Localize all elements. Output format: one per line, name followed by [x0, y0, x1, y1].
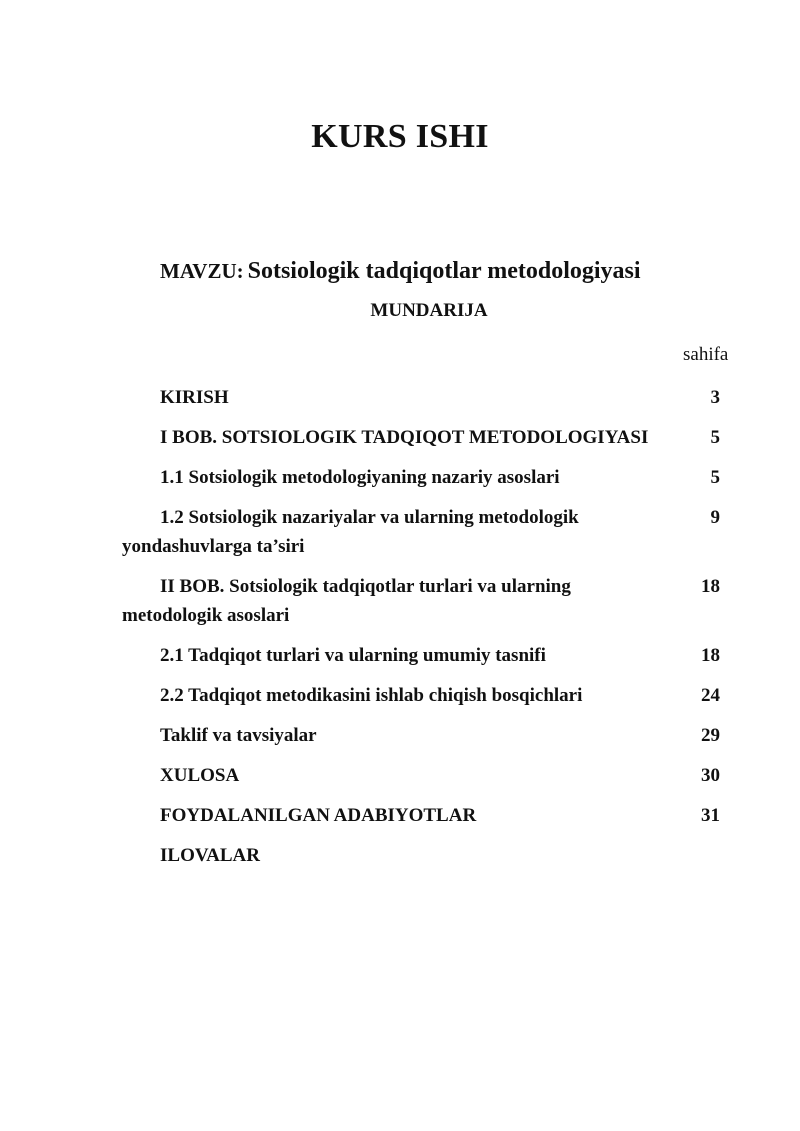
toc-entry-page: 3	[710, 387, 720, 408]
toc-entry-section-1-1	[122, 463, 742, 492]
toc-entry-section-1-2	[122, 503, 742, 561]
toc-entry-text: FOYDALANILGAN ADABIYOTLAR	[160, 805, 477, 826]
toc-entry-page: 24	[701, 685, 720, 706]
toc-entry-page: 5	[710, 467, 720, 488]
toc-entry-section-2-1	[122, 641, 742, 670]
table-of-contents	[122, 383, 742, 881]
toc-entry-page: 18	[701, 645, 720, 666]
toc-entry-appendices	[122, 841, 742, 870]
toc-entry-chapter-1	[122, 423, 742, 452]
toc-entry-text: 2.2 Tadqiqot metodikasini ishlab chiqish bosqichlari	[160, 685, 583, 706]
toc-entry-text: I BOB. SOTSIOLOGIK TADQIQOT METODOLOGIYASI	[160, 427, 649, 448]
toc-entry-page: 31	[701, 805, 720, 826]
page-column-label: sahifa	[683, 344, 729, 365]
toc-entry-section-2-2	[122, 681, 742, 710]
toc-entry-text: 2.1 Tadqiqot turlari va ularning umumiy tasnifi	[160, 645, 546, 666]
toc-entry-text: II BOB. Sotsiologik tadqiqotlar turlari va ularning metodologik asoslari	[122, 576, 571, 626]
toc-entry-text: 1.1 Sotsiologik metodologiyaning nazariy asoslari	[160, 467, 560, 488]
toc-entry-text: 1.2 Sotsiologik nazariyalar va ularning metodologik yondashuvlarga ta’siri	[122, 507, 579, 557]
document-title: KURS ISHI	[311, 118, 489, 155]
toc-entry-page: 18	[701, 576, 720, 597]
toc-heading: MUNDARIJA	[370, 300, 488, 321]
toc-entry-text: ILOVALAR	[160, 845, 260, 866]
toc-entry-page: 5	[710, 427, 720, 448]
toc-entry-chapter-2	[122, 572, 742, 630]
toc-entry-conclusion	[122, 761, 742, 790]
toc-entry-text: Taklif va tavsiyalar	[160, 725, 317, 746]
toc-entry-text: KIRISH	[160, 387, 229, 408]
toc-entry-text: XULOSA	[160, 765, 240, 786]
topic-label: MAVZU:	[160, 259, 244, 283]
toc-entry-page: 29	[701, 725, 720, 746]
topic-line	[160, 258, 641, 285]
toc-entry-page: 30	[701, 765, 720, 786]
toc-entry-references	[122, 801, 742, 830]
toc-entry-page: 9	[710, 507, 720, 528]
toc-entry-introduction	[122, 383, 742, 412]
topic-text: Sotsiologik tadqiqotlar metodologiyasi	[247, 258, 641, 284]
toc-entry-recommendations	[122, 721, 742, 750]
